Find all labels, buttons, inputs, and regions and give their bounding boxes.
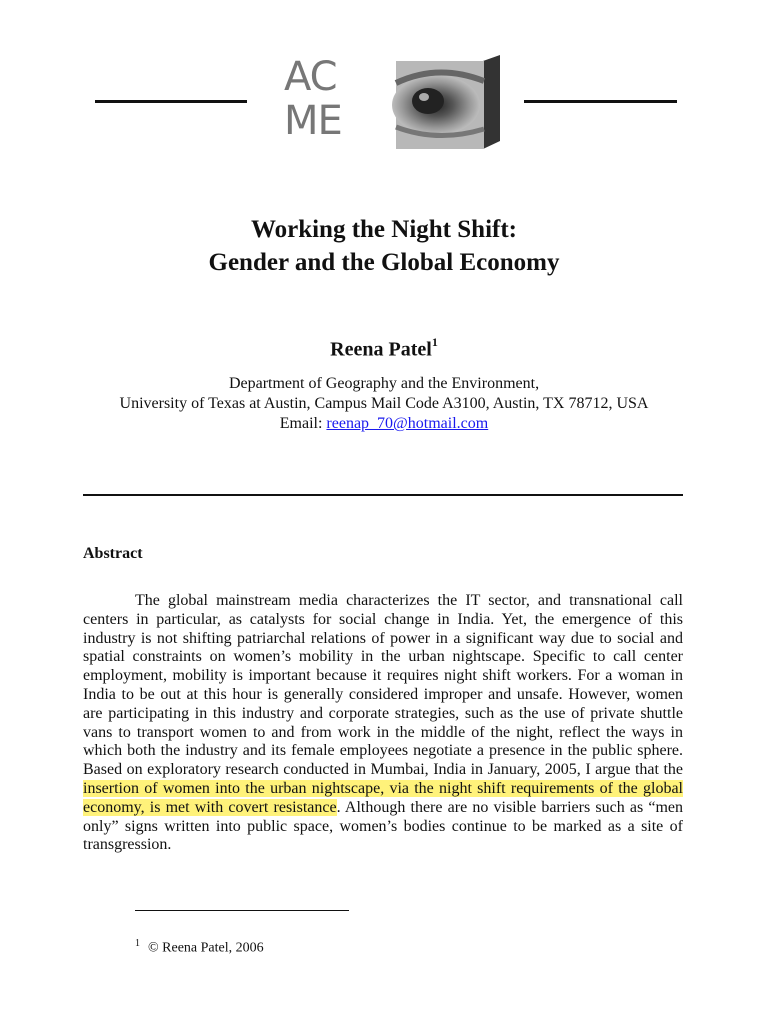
affiliation-line-1: Department of Geography and the Environment, bbox=[228, 375, 540, 392]
email-link[interactable]: reenap_70@hotmail.com bbox=[326, 415, 489, 432]
logo-line-1: AC bbox=[284, 54, 337, 100]
author-name: Reena Patel bbox=[330, 338, 432, 361]
abstract-text bbox=[83, 592, 683, 855]
abstract-highlighted-text: insertion of women into the urban nightscape, via the night shift requirements of the global economy, is met with covert resistance bbox=[83, 779, 683, 816]
author-line bbox=[0, 332, 768, 362]
title-line-2: Gender and the Global Economy bbox=[208, 249, 560, 276]
footnote-mark: 1 bbox=[135, 938, 140, 949]
footnote-text: © Reena Patel, 2006 bbox=[148, 940, 264, 956]
affiliation-line-2: University of Texas at Austin, Campus Mail Code A3100, Austin, TX 78712, USA bbox=[119, 395, 649, 412]
email-label: Email: bbox=[279, 415, 327, 432]
affiliation bbox=[0, 374, 768, 434]
abstract-text-before: The global mainstream media characterizes the IT sector, and transnational call centers in particular, as catalysts for social change in India. Yet, the emergence of this industry is not shifting patriarchal relations of power in a significant way due to social and spatial constraints on women’s mobility in the urban nightscape. Specific to call center employment, mobility is important because it requires night shift workers. For a woman in India to be out at this hour is generally considered improper and unsafe. However, women are participating in this industry and corporate strategies, such as the use of private shuttle vans to transport women to and from work in the middle of the night, reflect the ways in which both the industry and its female employees negotiate a presence in the public sphere. Based on exploratory research conducted in Mumbai, India in January, 2005, I argue that the bbox=[83, 592, 683, 779]
acme-logo-letters bbox=[284, 55, 342, 143]
email-line bbox=[0, 414, 768, 434]
footnote-rule bbox=[135, 910, 349, 911]
header-rule-left bbox=[95, 100, 247, 103]
acme-logo bbox=[278, 53, 513, 153]
section-divider bbox=[83, 494, 683, 496]
author-footnote-mark: 1 bbox=[431, 335, 438, 349]
logo-line-2: ME bbox=[284, 98, 342, 144]
header-rule-right bbox=[524, 100, 677, 103]
abstract-text-after: . Although there are no visible barriers such as “men only” signs written into public space, women’s bodies continue to be marked as a site of transgression. bbox=[83, 798, 683, 854]
footnote bbox=[135, 935, 264, 958]
paper-title bbox=[0, 213, 768, 279]
title-line-1: Working the Night Shift: bbox=[250, 216, 517, 243]
abstract-heading: Abstract bbox=[83, 545, 143, 562]
